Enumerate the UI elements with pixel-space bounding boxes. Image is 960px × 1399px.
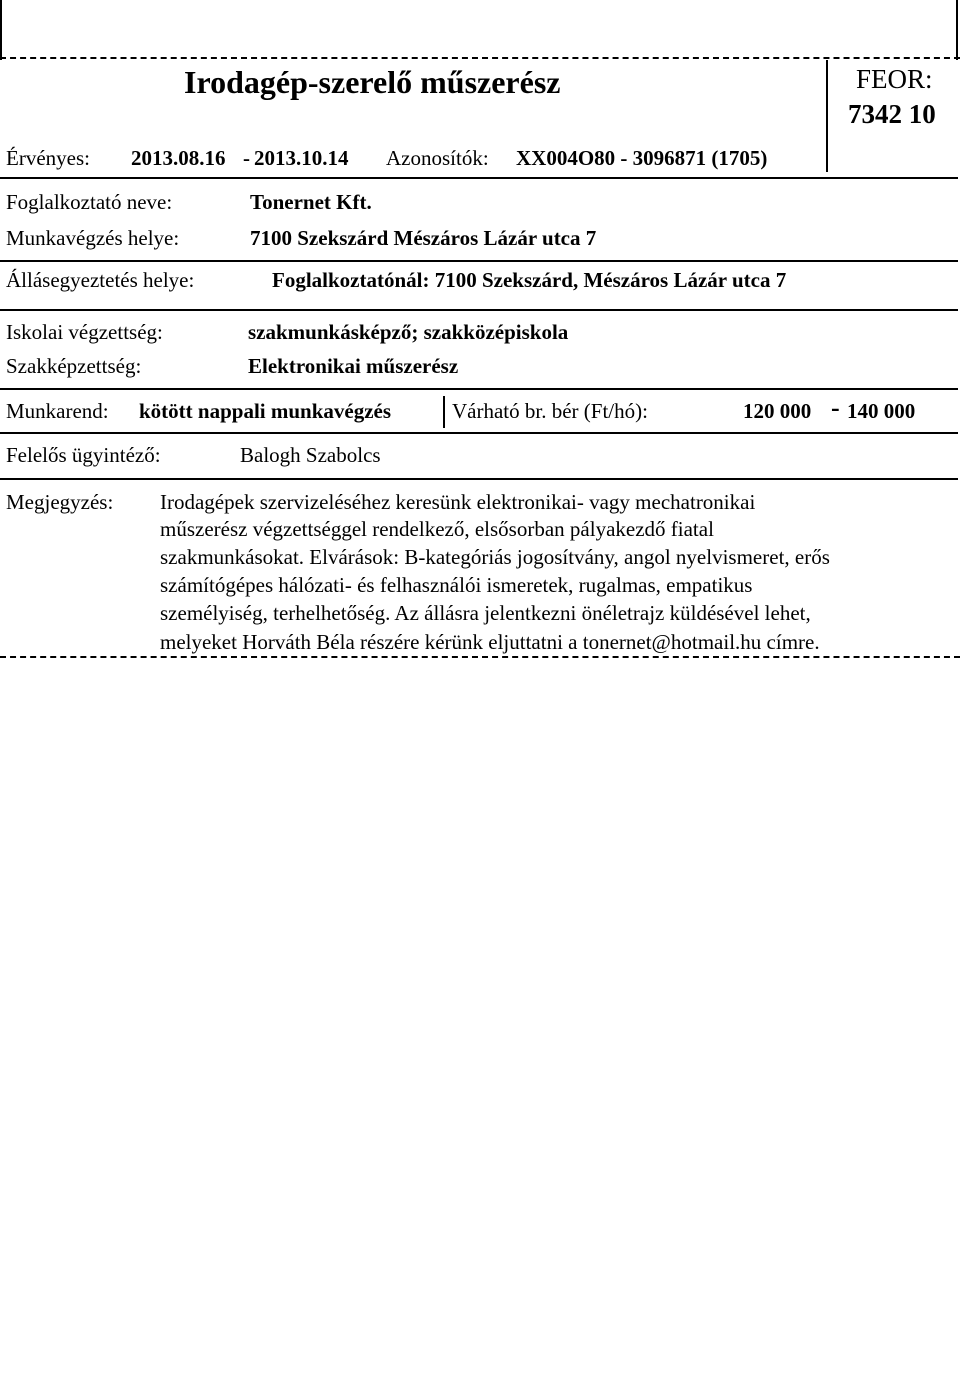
feor-divider bbox=[826, 60, 828, 172]
divider-2 bbox=[0, 260, 958, 262]
left-border bbox=[0, 0, 2, 60]
employer-name-label: Foglalkoztató neve: bbox=[6, 190, 173, 214]
schedule-divider bbox=[443, 396, 445, 428]
wage-from: 120 000 bbox=[743, 399, 812, 423]
note-line: számítógépes hálózati- és felhasználói ismeretek, rugalmas, empatikus bbox=[160, 573, 753, 597]
note-label: Megjegyzés: bbox=[6, 490, 114, 514]
ids-label: Azonosítók: bbox=[386, 146, 489, 170]
qualification-label: Szakképzettség: bbox=[6, 354, 142, 378]
work-place: 7100 Szekszárd Mészáros Lázár utca 7 bbox=[250, 226, 597, 250]
note-line: műszerész végzettséggel rendelkező, elsősorban pályakezdő fiatal bbox=[160, 517, 714, 541]
divider-4 bbox=[0, 388, 958, 390]
wage-separator: - bbox=[831, 393, 840, 422]
divider-1 bbox=[0, 177, 958, 179]
ids-value: XX004O80 - 3096871 (1705) bbox=[516, 146, 768, 170]
validity-separator: - bbox=[243, 146, 250, 170]
validity-label: Érvényes: bbox=[6, 146, 90, 170]
qualification-value: Elektronikai műszerész bbox=[248, 354, 459, 378]
schedule-value: kötött nappali munkavégzés bbox=[139, 399, 392, 423]
note-line: személyiség, terhelhetőség. Az állásra jelentkezni önéletrajz küldésével lehet, bbox=[160, 601, 811, 625]
divider-5 bbox=[0, 432, 958, 434]
school-value: szakmunkásképző; szakközépiskola bbox=[248, 320, 569, 344]
validity-to: 2013.10.14 bbox=[254, 146, 349, 170]
right-border bbox=[956, 0, 958, 60]
officer-label: Felelős ügyintéző: bbox=[6, 443, 161, 467]
interview-label: Állásegyeztetés helye: bbox=[6, 268, 195, 292]
feor-label: FEOR: bbox=[856, 64, 933, 94]
wage-to: 140 000 bbox=[847, 399, 916, 423]
validity-from: 2013.08.16 bbox=[131, 146, 226, 170]
note-line: Irodagépek szervizeléséhez keresünk elektronikai- vagy mechatronikai bbox=[160, 490, 756, 514]
employer-name: Tonernet Kft. bbox=[250, 190, 372, 214]
feor-code: 7342 10 bbox=[848, 99, 936, 129]
note-line: melyeket Horváth Béla részére kérünk eljuttatni a tonernet@hotmail.hu címre. bbox=[160, 630, 820, 654]
top-cut-line bbox=[0, 57, 960, 59]
school-label: Iskolai végzettség: bbox=[6, 320, 163, 344]
note-line: szakmunkásokat. Elvárások: B-kategóriás jogosítvány, angol nyelvismeret, erős bbox=[160, 545, 830, 569]
divider-6 bbox=[0, 478, 958, 480]
divider-3 bbox=[0, 309, 958, 311]
schedule-label: Munkarend: bbox=[6, 399, 109, 423]
bottom-cut-line bbox=[0, 656, 960, 658]
officer-value: Balogh Szabolcs bbox=[240, 443, 381, 467]
work-place-label: Munkavégzés helye: bbox=[6, 226, 180, 250]
page-title: Irodagép-szerelő műszerész bbox=[184, 64, 561, 100]
interview-place: Foglalkoztatónál: 7100 Szekszárd, Mészáros Lázár utca 7 bbox=[272, 268, 787, 292]
wage-label: Várható br. bér (Ft/hó): bbox=[452, 399, 648, 423]
